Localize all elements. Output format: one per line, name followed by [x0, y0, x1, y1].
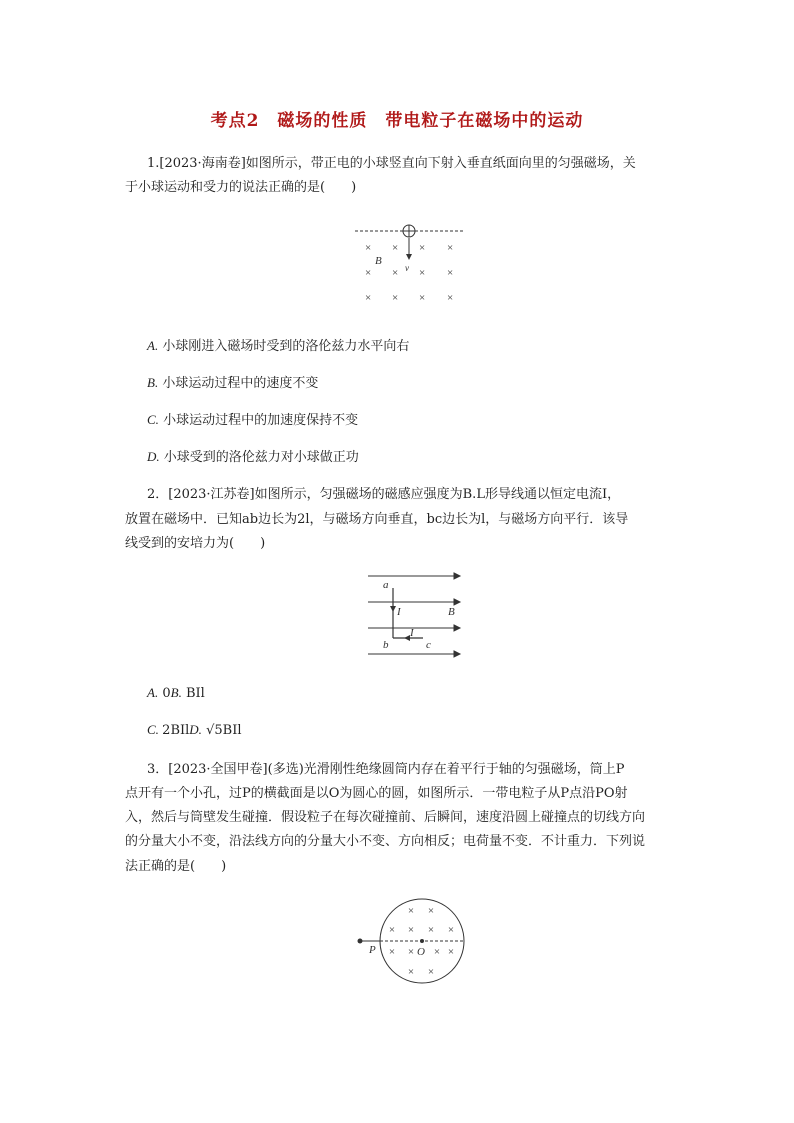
option-letter: D. [189, 722, 202, 737]
q3-stem-line5: 法正确的是( ) [125, 859, 227, 874]
q1-cross: × [447, 292, 454, 304]
q1-cross: × [392, 292, 399, 304]
q2-label-B: B [448, 606, 455, 618]
option-letter: C. [147, 722, 163, 737]
q2-current-arrow-ab [390, 606, 396, 612]
q1-cross: × [365, 242, 372, 254]
q1-cross: × [419, 292, 426, 304]
q2-label-I: I [410, 627, 414, 639]
q1-label-v: v [405, 263, 409, 273]
q2-stem-line3: 线受到的安培力为( ) [125, 536, 266, 551]
svg-text:×: × [407, 946, 415, 958]
q1-cross: × [447, 267, 454, 279]
option-letter: D. [147, 449, 160, 464]
q3-particle [358, 939, 363, 944]
option-text: 小球运动过程中的加速度保持不变 [163, 413, 359, 428]
q2-stem-line2: 放置在磁场中．已知ab边长为2l，与磁场方向垂直，bc边长为l，与磁场方向平行．该导 [125, 512, 629, 527]
q2-stem-line1: 2．[2023·江苏卷]如图所示，匀强磁场的磁感应强度为B.L形导线通以恒定电流I， [147, 487, 621, 502]
q1-stem-line1: 1.[2023·海南卷]如图所示，带正电的小球竖直向下射入垂直纸面向里的匀强磁场，关 [147, 156, 636, 171]
q3-figure [355, 898, 470, 988]
q1-cross: × [392, 267, 399, 279]
q2-label-c: c [426, 639, 431, 651]
svg-text:×: × [407, 905, 415, 917]
svg-text:×: × [388, 946, 396, 958]
svg-text:×: × [447, 946, 455, 958]
q3-stem-line3: 入，然后与筒壁发生碰撞．假设粒子在每次碰撞前、后瞬间，速度沿圆上碰撞点的切线方向 [125, 810, 646, 825]
svg-text:×: × [388, 924, 396, 936]
svg-text:×: × [447, 924, 455, 936]
q2-figure [368, 570, 463, 660]
q1-stem-line2: 于小球运动和受力的说法正确的是( ) [125, 180, 357, 195]
option-text: 2BIl [162, 723, 190, 738]
q3-stem-line4: 的分量大小不变，沿法线方向的分量大小不变、方向相反；电荷量不变．不计重力．下列说 [125, 834, 646, 849]
page-title: 考点2 磁场的性质 带电粒子在磁场中的运动 [210, 111, 584, 131]
q1-figure [355, 222, 475, 312]
q2-label-b: b [383, 639, 389, 651]
q1-label-B: B [375, 255, 382, 267]
svg-text:×: × [427, 924, 435, 936]
option-text: 小球刚进入磁场时受到的洛伦兹力水平向右 [162, 339, 410, 354]
option-text: BIl [222, 723, 242, 738]
q3-label-P: P [369, 944, 376, 956]
q1-cross: × [365, 292, 372, 304]
svg-text:×: × [407, 924, 415, 936]
q1-option-b[interactable] [147, 372, 318, 391]
q3-label-O: O [417, 946, 425, 958]
q2-label-a: a [383, 579, 389, 591]
option-letter: A. [147, 685, 159, 700]
q3-center-point [420, 939, 424, 943]
q1-option-a[interactable] [147, 335, 409, 354]
option-text: 0 [162, 686, 171, 701]
q3-stem-line2: 点开有一个小孔，过P的横截面是以O为圆心的圆，如图所示．一带电粒子从P点沿PO射 [125, 786, 628, 801]
q1-cross: × [419, 267, 426, 279]
q3-stem-line1: 3．[2023·全国甲卷](多选)光滑刚性绝缘圆筒内存在着平行于轴的匀强磁场，筒上P [147, 762, 625, 777]
option-text: 小球受到的洛伦兹力对小球做正功 [163, 450, 359, 465]
q2-options-cd[interactable] [147, 722, 242, 738]
q1-cross: × [447, 242, 454, 254]
option-letter: B. [147, 375, 159, 390]
q1-cross: × [392, 242, 399, 254]
option-text: BIl [185, 686, 205, 701]
svg-text:×: × [407, 966, 415, 978]
option-text: 小球运动过程中的速度不变 [162, 376, 319, 391]
option-letter: A. [147, 338, 159, 353]
q1-option-d[interactable] [147, 446, 359, 465]
svg-text:×: × [427, 966, 435, 978]
q2-options-ab[interactable] [147, 685, 205, 701]
q1-option-c[interactable] [147, 409, 358, 428]
option-letter: B. [170, 685, 182, 700]
q1-cross: × [365, 267, 372, 279]
svg-text:×: × [427, 905, 435, 917]
q2-label-I: I [397, 606, 401, 618]
q1-cross: × [419, 242, 426, 254]
svg-text:×: × [433, 946, 441, 958]
sqrt-five: √5 [206, 723, 223, 738]
option-letter: C. [147, 412, 159, 427]
